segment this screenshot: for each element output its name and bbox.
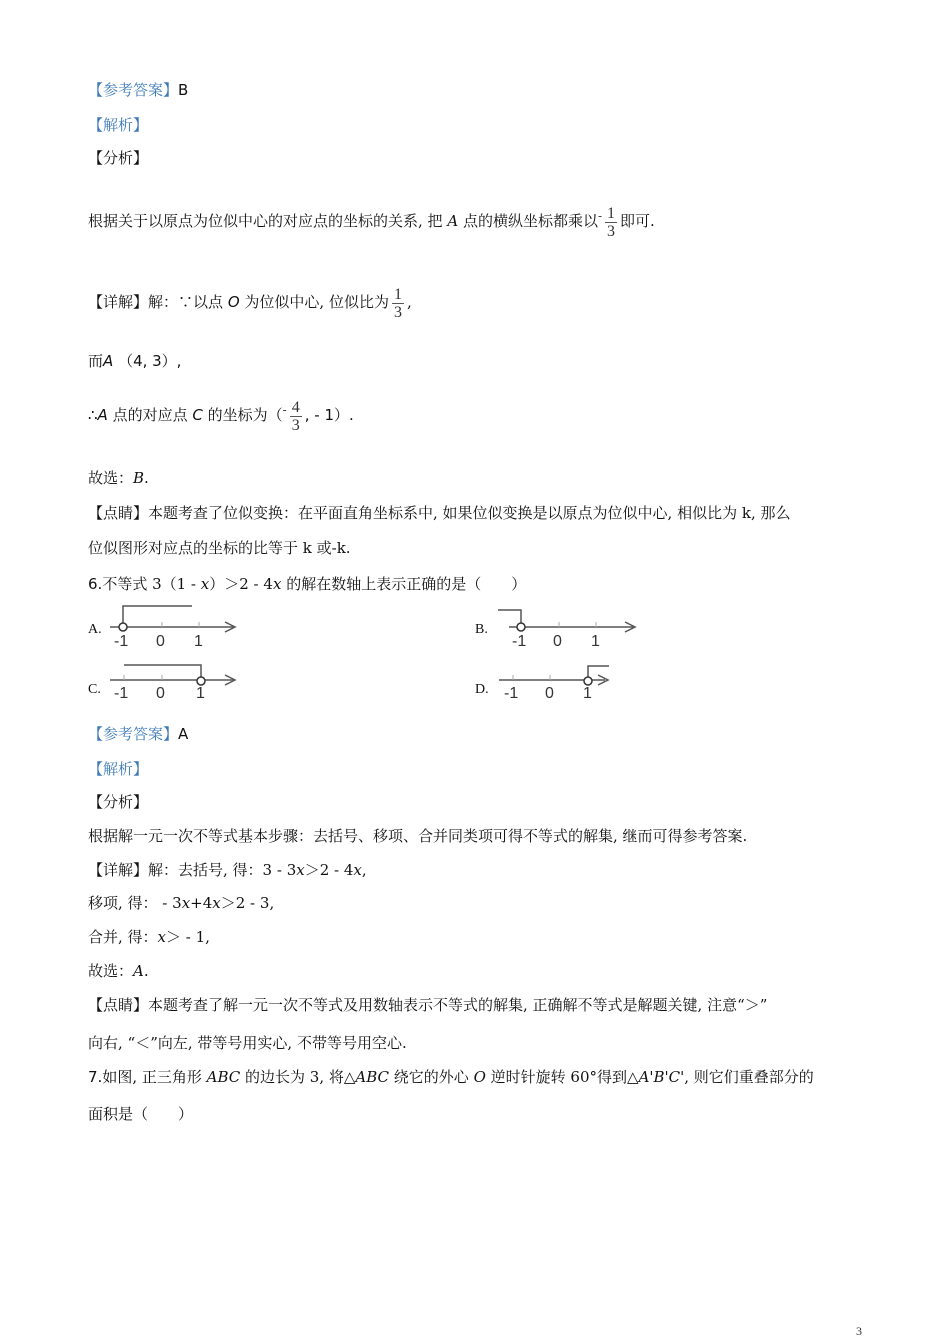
tick-label: 1 [196, 685, 205, 702]
number-line-d [495, 660, 645, 708]
stem-part: 的解在数轴上表示正确的是（ ） [281, 575, 527, 593]
detail-text-part: , [406, 293, 412, 311]
dianjing-text: 本题考查了解一元一次不等式及用数轴表示不等式的解集, 正确解不等式是解题关键, 注意“＞” [148, 996, 768, 1014]
choose-label: 故选： [88, 469, 134, 487]
tick-label: 0 [545, 685, 554, 702]
question-7-stem-line1 [88, 1067, 814, 1087]
math-var: ABC [206, 1068, 241, 1086]
fraction-denominator: 3 [607, 222, 616, 240]
question-number: 7. [88, 1068, 103, 1086]
fraction-numerator: 1 [393, 285, 402, 303]
fenxi-text-q5 [88, 196, 655, 241]
math-var: A [97, 406, 108, 424]
math-var: x [200, 575, 210, 593]
ref-answer-value: B [178, 81, 189, 99]
math-var: A [103, 352, 114, 370]
option-label: C. [88, 682, 101, 697]
fraction-numerator: 4 [291, 398, 300, 416]
tick-label: 1 [583, 685, 592, 702]
math-var: A'B'C' [638, 1068, 685, 1086]
coordinate: （4, 3）, [118, 352, 182, 370]
stem-part: 逆时针旋转 60°得到△ [485, 1068, 639, 1086]
fraction-denominator: 3 [291, 416, 300, 434]
text-part: ＞2 - 4 [304, 861, 354, 879]
text-part: 点的对应点 [112, 406, 188, 424]
fenxi-label-q5: 【分析】 [88, 149, 149, 167]
ref-answer-value: A [178, 725, 189, 743]
detail-label: 【详解】 [88, 293, 149, 311]
fenxi-text-part: 根据关于以原点为位似中心的对应点的坐标的关系, 把 [88, 212, 443, 230]
detail-line-q6 [88, 860, 367, 880]
fenxi-text-part: 点的横纵坐标都乘以 [462, 212, 598, 230]
math-var: A [447, 212, 459, 230]
number-line-a [108, 602, 248, 650]
math-var: x [296, 861, 305, 879]
detail-line-q5 [88, 282, 412, 322]
text-part: 移项, 得： - 3 [88, 894, 182, 912]
choose-label: 故选： [88, 962, 134, 980]
tick-label: -1 [114, 685, 129, 702]
minus-sign: - [282, 403, 287, 417]
math-var: ABC [355, 1068, 390, 1086]
minus-sign: - [597, 209, 603, 223]
page-number: 3 [856, 1324, 862, 1338]
math-var: x [181, 894, 191, 912]
choose-line-q5 [88, 468, 149, 488]
fraction-numerator: 1 [607, 204, 616, 222]
step2-line-q6 [88, 893, 274, 913]
stem-part: 的边长为 3, 将△ [240, 1068, 356, 1086]
option-label: D. [475, 682, 489, 697]
dianjing-label: 【点睛】 [88, 996, 149, 1014]
tick-label: 0 [156, 633, 165, 650]
math-var: x [157, 928, 167, 946]
text-part: 合并, 得： [88, 928, 158, 946]
dianjing-line2-q5: 位似图形对应点的坐标的比等于 k 或-k. [88, 539, 351, 557]
tick-label: -1 [512, 633, 527, 650]
dianjing-line1-q6 [88, 995, 767, 1015]
stem-part: , 则它们重叠部分的 [684, 1068, 814, 1086]
math-var: O [473, 1068, 486, 1086]
question-7-stem-line2: 面积是（ ） [88, 1105, 194, 1123]
detail-label: 【详解】 [88, 861, 149, 879]
text-part: , [361, 861, 367, 879]
text-part: +4 [190, 894, 213, 912]
ref-answer-line-q5 [88, 80, 188, 100]
text-part: 的坐标为（ [207, 406, 283, 424]
math-var: C [192, 406, 203, 424]
math-var: x [212, 894, 221, 912]
question-number: 6. [88, 575, 103, 593]
fenxi-text-q6: 根据解一元一次不等式基本步骤：去括号、移项、合并同类项可得不等式的解集, 继而可得参考答案. [88, 827, 748, 845]
fenxi-text-part: 即可. [620, 212, 655, 230]
fraction [290, 399, 302, 434]
tick-label: -1 [114, 633, 129, 650]
tick-label: 0 [156, 685, 165, 702]
question-6-stem [88, 574, 526, 594]
tick-label: 1 [591, 633, 600, 650]
stem-part: ）＞2 - 4 [209, 575, 273, 593]
fraction-denominator: 3 [393, 303, 402, 321]
stem-part: 如图, 正三角形 [102, 1068, 207, 1086]
text-part: , - 1）. [304, 406, 354, 424]
text-part: 而 [88, 352, 104, 370]
detail-line2-q5 [88, 351, 181, 371]
stem-part: 绕它的外心 [389, 1068, 474, 1086]
fraction [392, 286, 404, 321]
open-point [517, 623, 525, 631]
choose-value: A [133, 962, 144, 980]
dianjing-text: 本题考查了位似变换：在平面直角坐标系中, 如果位似变换是以原点为位似中心, 相似比为 k, 那么 [148, 504, 791, 522]
open-point [584, 677, 592, 685]
dianjing-line2-q6: 向右, “＜”向左, 带等号用实心, 不带等号用空心. [88, 1034, 407, 1052]
ref-answer-label: 【参考答案】 [88, 725, 179, 743]
tick-label: 0 [553, 633, 562, 650]
detail-line3-q5 [88, 390, 354, 435]
period: . [143, 962, 149, 980]
math-var: O [227, 293, 240, 311]
number-line-c [108, 660, 248, 708]
dianjing-line1-q5 [88, 503, 791, 523]
option-label: A. [88, 622, 102, 637]
detail-text-part: 解：∵以点 [148, 293, 224, 311]
dianjing-label: 【点睛】 [88, 504, 149, 522]
open-point [197, 677, 205, 685]
ref-answer-line-q6 [88, 724, 188, 744]
text-part: ＞2 - 3, [220, 894, 275, 912]
number-line-b [495, 602, 645, 650]
fraction [605, 205, 617, 240]
analysis-label-q6: 【解析】 [88, 760, 149, 778]
choose-line-q6 [88, 961, 149, 981]
option-label: B. [475, 622, 488, 637]
step3-line-q6 [88, 927, 210, 947]
text-part: ＞ - 1, [166, 928, 210, 946]
ref-answer-label: 【参考答案】 [88, 81, 179, 99]
tick-label: -1 [504, 685, 519, 702]
math-var: x [353, 861, 362, 879]
fenxi-label-q6: 【分析】 [88, 793, 149, 811]
detail-text-part: 为位似中心, 位似比为 [244, 293, 389, 311]
open-point [119, 623, 127, 631]
tick-label: 1 [194, 633, 203, 650]
stem-part: 不等式 3（1 - [102, 575, 201, 593]
analysis-label-q5: 【解析】 [88, 116, 149, 134]
period: . [144, 469, 149, 487]
therefore-sign: ∴ [88, 406, 98, 424]
text-part: 解：去括号, 得：3 - 3 [148, 861, 297, 879]
math-var: x [272, 575, 282, 593]
choose-value: B [133, 469, 145, 487]
